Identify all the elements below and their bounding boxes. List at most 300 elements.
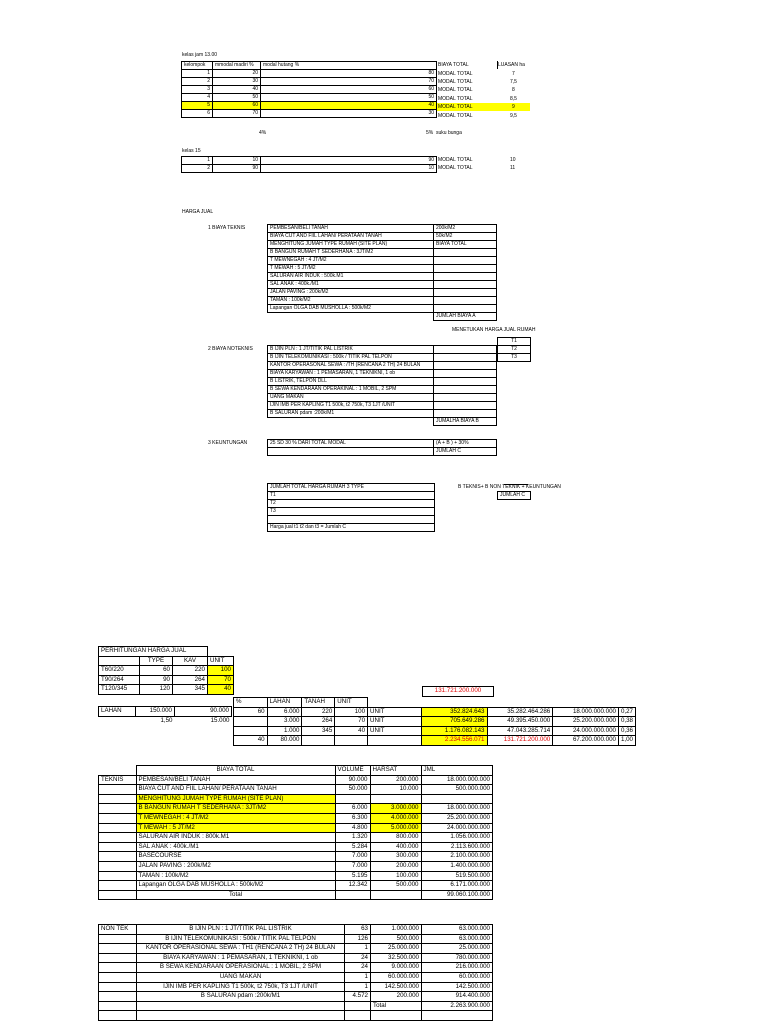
non-tek-item: B IJIN TELEKOMUNIKASI : 500k / TITIK PAL TELPON xyxy=(137,934,345,944)
header-modal-mandiri: mmodal madiri % xyxy=(213,62,261,70)
biaya-item: BIAYA CUT AND FIIL LAHAN/ PERATAAN TANAH xyxy=(136,785,335,795)
cell xyxy=(99,963,137,973)
cell: 1,00 xyxy=(618,736,635,746)
cell: 70 xyxy=(261,78,437,86)
summary-table xyxy=(267,483,435,532)
biaya-item: SAL ANAK : 400k./M1 xyxy=(136,842,335,852)
cell xyxy=(99,1001,137,1011)
cell xyxy=(434,402,497,410)
cell: 6.300 xyxy=(335,813,370,823)
biaya-item: PEMBESAN/BELI TANAH xyxy=(136,775,335,785)
cell: 5.195 xyxy=(335,871,370,881)
non-tek-table xyxy=(98,924,493,1021)
cell xyxy=(137,1001,345,1011)
keuntungan-text: 25 SD 30 % DARI TOTAL MODAL xyxy=(268,440,434,448)
cell: 150.000 xyxy=(136,707,175,717)
biaya-item: JALAN PAVING : 200k/M2 xyxy=(136,861,335,871)
cell xyxy=(434,386,497,394)
cell: 20 xyxy=(213,70,261,78)
cell: 1 xyxy=(345,944,371,954)
cell xyxy=(434,289,497,297)
biaya-teknis-label: 1 BIAYA TEKNIS xyxy=(208,225,246,231)
cell xyxy=(99,953,137,963)
summary-item: T3 xyxy=(268,508,435,516)
cell xyxy=(434,346,497,354)
teknis-item: PEMBESAN/BELI TANAH xyxy=(268,225,434,233)
cell: 6.171.000.000 xyxy=(421,881,493,891)
cell xyxy=(618,698,635,708)
cell: 4.000.000 xyxy=(370,813,421,823)
cell: 7.000 xyxy=(335,852,370,862)
cell: UNIT xyxy=(368,726,422,736)
cell xyxy=(345,1011,371,1021)
cell xyxy=(434,305,497,313)
nonteknis-item: B SEWA KENDARAAN OPERAKINAL : 1 MOBIL, 2 SPM xyxy=(268,386,434,394)
cell: 1.000 xyxy=(267,726,302,736)
cell xyxy=(208,647,234,657)
kelas-15-table xyxy=(181,156,437,173)
teknis-item: MENGHITUNG JUMAH TYPE RUMAH (SITE PLAN) xyxy=(268,241,434,249)
perhitungan-title: PERHITUNGAN HARGA JUAL xyxy=(99,647,208,657)
cell: 60 xyxy=(234,707,268,717)
header-tanah: TANAH xyxy=(302,698,335,708)
header-volume: VOLUME xyxy=(335,766,370,776)
cell: 0,36 xyxy=(618,726,635,736)
cell: 4 xyxy=(182,94,213,102)
nonteknis-item: KANTOR OPERASONAL SEWA : /TH (RENCANA 2 TH) 24 BULAN xyxy=(268,362,434,370)
nonteknis-item: UANG MAKAN xyxy=(268,394,434,402)
cell: 1 xyxy=(345,982,371,992)
cell xyxy=(268,313,434,321)
cell: 25.000.000 xyxy=(422,944,493,954)
cell xyxy=(434,410,497,418)
cell xyxy=(434,281,497,289)
overline xyxy=(504,484,528,485)
cell: 47.043.285.714 xyxy=(487,726,553,736)
harga-jual-title: HARGA JUAL xyxy=(182,209,214,215)
cell: 50 xyxy=(261,94,437,102)
cell: 3.000.000 xyxy=(370,804,421,814)
cell: 0,27 xyxy=(618,707,635,717)
modal-total-label: MODAL TOTAL xyxy=(438,157,473,163)
teknis-item: T MEWAH : 5 JT/M2 xyxy=(268,265,434,273)
cell xyxy=(335,736,368,746)
cell xyxy=(370,890,421,900)
cell: 1.320 xyxy=(335,833,370,843)
nonteknis-item: B SALURAN pdam :200k/M1 xyxy=(268,410,434,418)
cell xyxy=(368,698,422,708)
formula-label: B TEKNIS+ B NON TEKNIK + KEUNTUNGAN xyxy=(458,484,561,490)
perhitungan-table xyxy=(98,646,234,695)
cell: 264 xyxy=(173,675,208,685)
cell: 1.000.000 xyxy=(371,925,422,935)
biaya-item: MENGHITUNG JUMAH TYPE RUMAH (SITE PLAN) xyxy=(136,794,335,804)
unit-cell: 40 xyxy=(208,685,234,695)
cell: 40 xyxy=(213,86,261,94)
luasan-value: 7,5 xyxy=(510,79,517,85)
biaya-nonteknis-table xyxy=(267,345,497,426)
group-teknis: TEKNIS xyxy=(99,775,137,785)
cell: 6.000 xyxy=(335,804,370,814)
sub-table xyxy=(233,697,636,746)
cell: UNIT xyxy=(368,717,422,727)
biaya-item: T MEWNEGAH : 4 JT/M2 xyxy=(136,813,335,823)
jumlah-c-box xyxy=(497,491,531,500)
non-tek-item: IJIN IMB PER KAPLING T1 500k, t2 750k, T3 1JT /UNIT xyxy=(137,982,345,992)
summary-item xyxy=(268,516,435,524)
cell: 4.800 xyxy=(335,823,370,833)
cell xyxy=(99,785,137,795)
cell xyxy=(99,794,137,804)
jumlah-c: JUMLAH C xyxy=(434,448,497,456)
cell: 60.000.000 xyxy=(371,972,422,982)
cell: 32.500.000 xyxy=(371,953,422,963)
modal-total-label: MODAL TOTAL xyxy=(438,104,473,110)
cell: 60 xyxy=(261,86,437,94)
teknis-item: SAL ANAK : 400k./M1 xyxy=(268,281,434,289)
biaya-item: B BANGUN RUMAH T SEDERHANA : 3JT/M2 xyxy=(136,804,335,814)
cell: 30 xyxy=(213,78,261,86)
non-tek-item: B SEWA KENDARAAN OPERASIONAL : 1 MOBIL, 2 SPM xyxy=(137,963,345,973)
cell: 216.000.000 xyxy=(422,963,493,973)
total-red: 131.721.200.000 xyxy=(423,687,494,697)
modal-total-label: MODAL TOTAL xyxy=(438,96,473,102)
non-tek-item: UANG MAKAN xyxy=(137,972,345,982)
modal-table xyxy=(181,61,437,118)
cell: 49.395.450.000 xyxy=(487,717,553,727)
summary-item: T1 xyxy=(268,492,435,500)
cell: 264 xyxy=(302,717,335,727)
cell: 2.100.000.000 xyxy=(421,852,493,862)
cell: 63.000.000 xyxy=(422,934,493,944)
cell: 780.000.000 xyxy=(422,953,493,963)
cell: 12.342 xyxy=(335,881,370,891)
teknis-note: BIAYA TOTAL xyxy=(434,241,497,249)
cell xyxy=(434,362,497,370)
cell: 40 xyxy=(335,726,368,736)
cell: 3.000 xyxy=(267,717,302,727)
cell: 220 xyxy=(173,666,208,676)
cell: 7.000 xyxy=(335,861,370,871)
keuntungan-label: 3 KEUNTUNGAN xyxy=(208,440,248,446)
cell: 40 xyxy=(234,736,268,746)
cell: 24 xyxy=(345,963,371,973)
cell xyxy=(99,1011,137,1021)
cell: 63.000.000 xyxy=(422,925,493,935)
modal-total-label: MODAL TOTAL xyxy=(438,87,473,93)
cell xyxy=(335,794,370,804)
jumlah-c-label: JUMLAH C xyxy=(498,492,531,500)
cell: 5.284 xyxy=(335,842,370,852)
cell xyxy=(99,934,137,944)
cell xyxy=(99,833,137,843)
cell: 4.572 xyxy=(345,992,371,1002)
cell: 200.000 xyxy=(370,861,421,871)
total-label: Total xyxy=(136,890,335,900)
cell xyxy=(99,852,137,862)
cell xyxy=(434,378,497,386)
cell xyxy=(487,698,553,708)
cell: 519.500.000 xyxy=(421,871,493,881)
cell: 100.000 xyxy=(370,871,421,881)
cell: 126 xyxy=(345,934,371,944)
teknis-item: SALURAN AIR INDUK : 500k.M1 xyxy=(268,273,434,281)
type-cell: T120/345 xyxy=(99,685,140,695)
cell: 18.000.000.000 xyxy=(553,707,619,717)
modal-total-label: MODAL TOTAL xyxy=(438,113,473,119)
cell xyxy=(99,972,137,982)
cell xyxy=(99,823,137,833)
cell: 50 xyxy=(213,94,261,102)
jumlah-biaya-b: JUMALHA BIAYA B xyxy=(434,418,497,426)
cell: 10 xyxy=(261,165,437,173)
cell: 5 xyxy=(182,102,213,110)
type-box xyxy=(497,337,531,362)
cell: 352.824.643 xyxy=(421,707,487,717)
cell: 914.400.000 xyxy=(422,992,493,1002)
cell: 24.000.000.000 xyxy=(421,823,493,833)
cell xyxy=(268,418,434,426)
cell: 1.176.082.143 xyxy=(421,726,487,736)
cell xyxy=(234,717,268,727)
summary-item: JUMLAH TOTAL HARGA RUMAH 3 TYPE xyxy=(268,484,435,492)
teknis-note: 200k/M2 xyxy=(434,225,497,233)
cell: 345 xyxy=(173,685,208,695)
cell: 60 xyxy=(213,102,261,110)
cell: 1,50 xyxy=(160,716,173,724)
non-tek-item: KANTOR OPERASIONAL SEWA : TH1 (RENCANA 2 TH) 24 BULAN xyxy=(137,944,345,954)
luasan-value: 8 xyxy=(512,87,515,93)
total-label: Total xyxy=(371,1001,422,1011)
header-type: TYPE xyxy=(140,656,173,666)
keuntungan-formula: (A + B ) + 30% xyxy=(434,440,497,448)
cell xyxy=(268,448,434,456)
cell xyxy=(434,354,497,362)
cell: 1 xyxy=(182,157,213,165)
biaya-item: BASECOURSE xyxy=(136,852,335,862)
biaya-teknis-table xyxy=(267,224,497,321)
cell xyxy=(99,842,137,852)
cell: 63 xyxy=(345,925,371,935)
cell: 200.000 xyxy=(370,775,421,785)
teknis-item: B BANGUN RUMAH T SEDERHANA : 3JT/M2 xyxy=(268,249,434,257)
cell xyxy=(345,1001,371,1011)
cell: 24.000.000.000 xyxy=(553,726,619,736)
cell: 40 xyxy=(261,102,437,110)
total-value: 99.060.100.000 xyxy=(421,890,493,900)
non-tek-item: BIAYA KARYAWAN : 1 PEMASARAN, 1 TEKNIKNI, 1 ob xyxy=(137,953,345,963)
cell: 345 xyxy=(302,726,335,736)
cell xyxy=(421,698,487,708)
cell xyxy=(434,394,497,402)
cell: 60.000.000 xyxy=(422,972,493,982)
cell xyxy=(371,1011,422,1021)
cell xyxy=(335,890,370,900)
cell: 10.000 xyxy=(370,785,421,795)
cell: 705.649.286 xyxy=(421,717,487,727)
header-biaya-total: BIAYA TOTAL xyxy=(438,62,469,68)
class-label: kelas jam 13.00 xyxy=(182,52,218,58)
nonteknis-item: B IJIN TELEKOMUNIKASI : 500k / TITIK PAL TELPON xyxy=(268,354,434,362)
cell: 18.000.000.000 xyxy=(421,775,493,785)
type-t1: T1 xyxy=(498,338,531,346)
biaya-item: SALURAN AIR INDUK : 800k.M1 xyxy=(136,833,335,843)
cell: 10 xyxy=(213,157,261,165)
cell xyxy=(421,794,493,804)
luasan-value: 11 xyxy=(510,165,516,171)
cell xyxy=(302,736,335,746)
cell: 30 xyxy=(261,110,437,118)
header-kav: KAV xyxy=(173,656,208,666)
teknis-item: Lapangan OLGA DAB MUSHOLLA : 500k/M2 xyxy=(268,305,434,313)
cell: 100 xyxy=(335,707,368,717)
cell: 500.000.000 xyxy=(421,785,493,795)
type-t3: T3 xyxy=(498,354,531,362)
cell xyxy=(99,766,137,776)
cell: 500.000 xyxy=(370,881,421,891)
cell: 15.000 xyxy=(210,716,230,724)
lahan-table xyxy=(98,706,232,725)
cell: 1.400.000.000 xyxy=(421,861,493,871)
cell: 3 xyxy=(182,86,213,94)
cell: 800.000 xyxy=(370,833,421,843)
cell: 200.000 xyxy=(371,992,422,1002)
biaya-item: T MEWAH : 5 JT/M2 xyxy=(136,823,335,833)
header-modal-hutang: modal hutang % xyxy=(261,62,437,70)
cell xyxy=(234,726,268,736)
jumlah-biaya-a: JUMLAH BIAYA A xyxy=(434,313,497,321)
unit-cell: 70 xyxy=(208,675,234,685)
header-harsat: HARSAT xyxy=(370,766,421,776)
pct-header: % xyxy=(234,698,268,708)
cell: 120 xyxy=(140,685,173,695)
group-non-tek: NON TEK xyxy=(99,925,137,935)
type-cell: T60/220 xyxy=(99,666,140,676)
non-tek-item: B IJIN PLN : 1 JT/TITIK PAL LISTRIK xyxy=(137,925,345,935)
cell: 90 xyxy=(261,157,437,165)
header-jml: JML xyxy=(421,766,493,776)
cell xyxy=(99,804,137,814)
suku-bunga-label: suku bunga xyxy=(436,130,462,136)
cell xyxy=(434,273,497,281)
teknis-item: T MEWNEGAH : 4 JT/M2 xyxy=(268,257,434,265)
cell xyxy=(368,736,422,746)
cell: 50.000 xyxy=(335,785,370,795)
cell xyxy=(99,881,137,891)
cell xyxy=(434,257,497,265)
header-lahan: LAHAN xyxy=(267,698,302,708)
summary-item: Harga jual t1 t2 dan t3 = Jumlah C xyxy=(268,524,435,532)
cell xyxy=(434,249,497,257)
pct-b: 5% xyxy=(426,130,434,136)
cell xyxy=(99,656,140,666)
cell: 90.000 xyxy=(335,775,370,785)
kelas-15-label: kelas 15 xyxy=(182,148,201,154)
unit-cell: 100 xyxy=(208,666,234,676)
cell xyxy=(370,794,421,804)
cell: 2.234.556.071 xyxy=(421,736,487,746)
cell: 90 xyxy=(140,675,173,685)
cell: 25.200.000.000 xyxy=(421,813,493,823)
nonteknis-item: B IJIN PLN : 1 JT/TITIK PAL LISTRIK xyxy=(268,346,434,354)
total-red-box xyxy=(422,686,494,697)
cell xyxy=(99,992,137,1002)
cell: 60 xyxy=(140,666,173,676)
cell: 142.500.000 xyxy=(371,982,422,992)
summary-item: T2 xyxy=(268,500,435,508)
total-value: 2.263.900.000 xyxy=(422,1001,493,1011)
modal-total-label: MODAL TOTAL xyxy=(438,71,473,77)
cell: UNIT xyxy=(368,707,422,717)
cell: 80 xyxy=(261,70,437,78)
biaya-total-title: BIAYA TOTAL xyxy=(136,766,335,776)
cell: 2.113.600.000 xyxy=(421,842,493,852)
type-t2: T2 xyxy=(498,346,531,354)
modal-total-label: MODAL TOTAL xyxy=(438,79,473,85)
cell: 6.000 xyxy=(267,707,302,717)
cell xyxy=(99,982,137,992)
cell xyxy=(434,370,497,378)
cell: 2 xyxy=(182,165,213,173)
cell: 80.000 xyxy=(267,736,302,746)
cell xyxy=(99,871,137,881)
cell: 70 xyxy=(335,717,368,727)
luasan-value: 8,5 xyxy=(510,96,517,102)
luasan-value: 7 xyxy=(512,71,515,77)
nonteknis-item: IJIN IMB PER KAPLING T1 500k, t2 750k, T3 1JT /UNIT xyxy=(268,402,434,410)
teknis-note: 50k/M2 xyxy=(434,233,497,241)
modal-total-label: MODAL TOTAL xyxy=(438,165,473,171)
cell: 24 xyxy=(345,953,371,963)
menentukan-label: MENETUKAN HARGA JUAL RUMAH xyxy=(452,327,536,333)
cell: 2 xyxy=(182,78,213,86)
cell: 35.282.464.286 xyxy=(487,707,553,717)
biaya-total-table xyxy=(98,765,493,900)
cell: 67.200.000.000 xyxy=(553,736,619,746)
cell xyxy=(99,861,137,871)
cell: 1 xyxy=(182,70,213,78)
cell xyxy=(137,1011,345,1021)
cell: 1 xyxy=(345,972,371,982)
biaya-item: Lapangan OLGA DAB MUSHOLLA : 500k/M2 xyxy=(136,881,335,891)
keuntungan-table xyxy=(267,439,497,456)
teknis-item: TAMAN : 100k/M2 xyxy=(268,297,434,305)
cell: 5.000.000 xyxy=(370,823,421,833)
lahan-label: LAHAN xyxy=(99,707,136,717)
cell: 142.500.000 xyxy=(422,982,493,992)
cell: 1.056.000.000 xyxy=(421,833,493,843)
cell xyxy=(553,698,619,708)
cell: 90.000 xyxy=(175,707,232,717)
header-unit: UNIT xyxy=(335,698,368,708)
cell xyxy=(99,813,137,823)
type-cell: T90/264 xyxy=(99,675,140,685)
cell xyxy=(422,1011,493,1021)
cell: 25.200.000.000 xyxy=(553,717,619,727)
cell: 400.000 xyxy=(370,842,421,852)
teknis-item: JALAN PAVING : 200k/M2 xyxy=(268,289,434,297)
cell: 9.000.000 xyxy=(371,963,422,973)
divider xyxy=(497,61,498,69)
biaya-nonteknis-label: 2 BIAYA NOTEKNIS xyxy=(208,346,253,352)
pct-a: 4% xyxy=(259,130,267,136)
cell: 90 xyxy=(213,165,261,173)
cell xyxy=(434,265,497,273)
nonteknis-item: B LISTRIK, TELPON DLL xyxy=(268,378,434,386)
header-luasan: LUASAN ha xyxy=(498,62,525,68)
cell: 500.000 xyxy=(371,934,422,944)
luasan-value: 10 xyxy=(510,157,516,163)
